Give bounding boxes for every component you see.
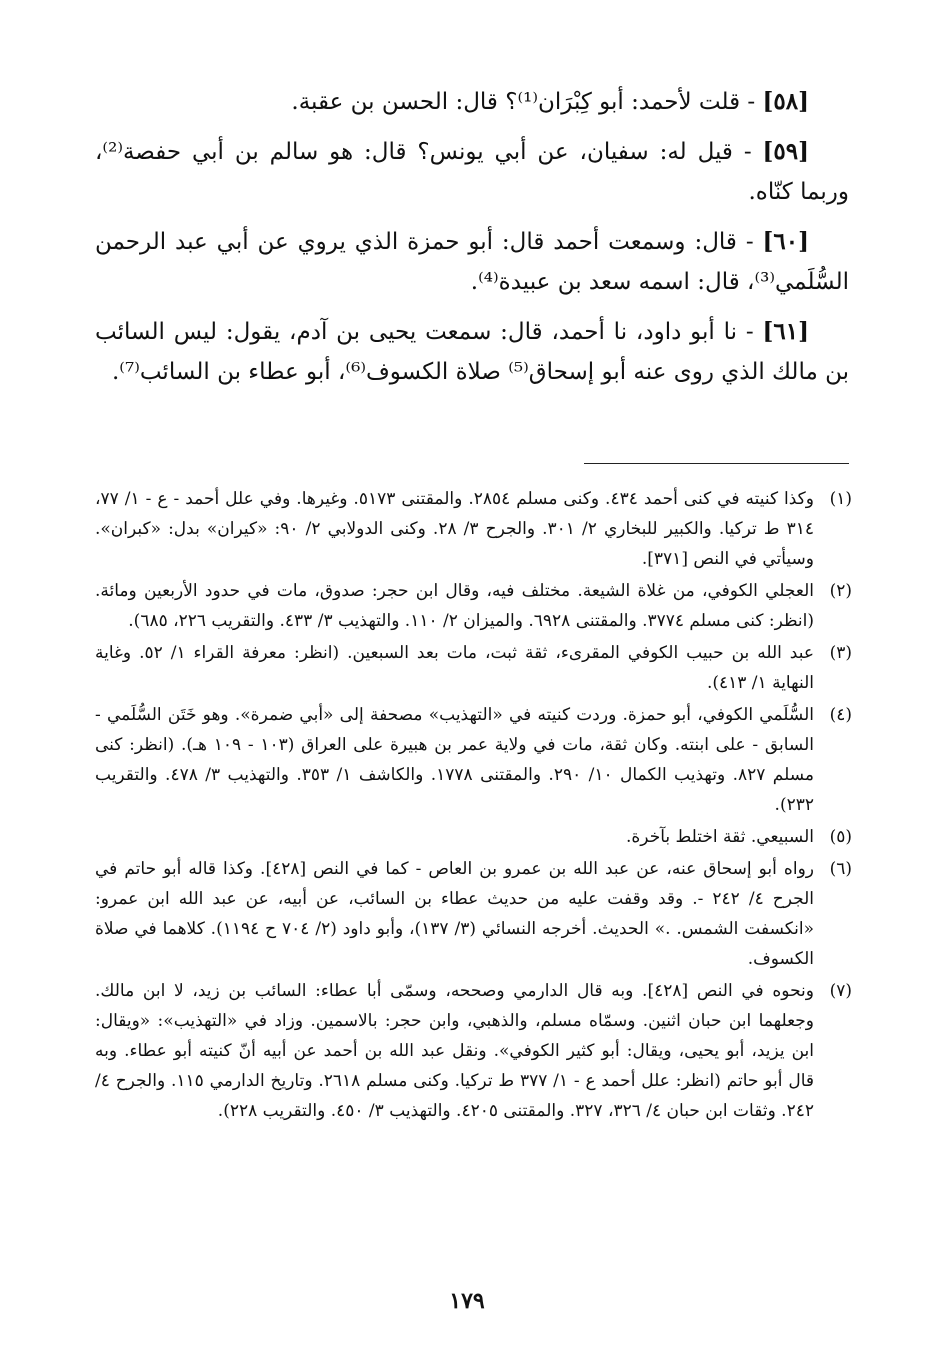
- paragraph-number: [٥٨]: [762, 88, 809, 115]
- paragraph-number: [٦١]: [762, 318, 809, 345]
- footnote-5: [95, 822, 852, 852]
- footnote-number: (١): [829, 489, 852, 509]
- paragraph-text: - قيل له: سفيان، عن أبي يونس؟ قال: هو سالم بن أبي حفصة⁽²⁾، وربما كنّاه.: [95, 139, 849, 205]
- paragraph-text: - قال: وسمعت أحمد قال: أبو حمزة الذي يروي عن أبي عبد الرحمن السُّلَمي⁽³⁾، قال: اسمه سعد بن عبيدة⁽⁴⁾.: [95, 229, 849, 295]
- paragraph-61: [95, 312, 849, 392]
- footnote-number: (٣): [829, 643, 852, 663]
- footnote-number: (٢): [829, 581, 852, 601]
- footnote-number: (٤): [829, 705, 852, 725]
- page-number: ١٧٩: [449, 1288, 485, 1314]
- footnote-number: (٧): [829, 981, 852, 1001]
- footnote-text: السبيعي. ثقة اختلط بآخرة.: [626, 827, 814, 847]
- footnote-4: [95, 700, 852, 820]
- footnote-number: (٥): [829, 827, 852, 847]
- footnote-text: رواه أبو إسحاق عنه، عن عبد الله بن عمرو بن العاص - كما في النص [٤٢٨]. وكذا قاله أبو حاتم في الجرح ٤/ ٢٤٢ -. وقد وقفت عليه من حديث عطاء بن السائب، عن أبيه، عن عبد الله ابن عمرو: «انكسفت الشمس. .» الحديث. أخرجه النسائي (٣/ ١٣٧)، وأبو داود (٢/ ٧٠٤ ح ١١٩٤). كلاهما في صلاة الكسوف.: [95, 859, 814, 969]
- footnotes: [95, 484, 852, 1128]
- footnote-3: [95, 638, 852, 698]
- paragraph-number: [٦٠]: [762, 228, 809, 255]
- paragraph-59: [95, 132, 849, 212]
- paragraph-58: [95, 82, 849, 122]
- footnote-6: [95, 854, 852, 974]
- footnote-text: وكذا كنيته في كنى أحمد ٤٣٤. وكنى مسلم ٢٨٥٤. والمقتنى ٥١٧٣. وغيرها. وفي علل أحمد - ع - ١/ ٧٧، ٣١٤ ط تركيا. والكبير للبخاري ٢/ ٣٠١. والجرح ٣/ ٢٨. وكنى الدولابي ٢/ ٩٠: «كيران» بدل: «كبران». وسيأتي في النص [٣٧١].: [95, 489, 814, 569]
- footnote-text: عبد الله بن حبيب الكوفي المقرىء، ثقة ثبت، مات بعد السبعين. (انظر: معرفة القراء ١/ ٥٢. وغاية النهاية ١/ ٤١٣).: [95, 643, 814, 693]
- paragraph-number: [٥٩]: [762, 138, 809, 165]
- paragraph-text: - قلت لأحمد: أبو كِبْرَان⁽¹⁾؟ قال: الحسن بن عقبة.: [291, 89, 763, 115]
- main-text: [95, 82, 849, 402]
- footnote-text: السُّلَمي الكوفي، أبو حمزة. وردت كنيته في «التهذيب» مصحفة إلى «أبي ضمرة». وهو خَتَن السُّلَمي - السابق - على ابنته. وكان ثقة، مات في ولاية عمر بن هبيرة على العراق (١٠٣ - ١٠٩ هـ). (انظر: كنى مسلم ٨٢٧. وتهذيب الكمال ١٠/ ٢٩٠. والمقتنى ١٧٧٨. والكاشف ١/ ٣٥٣. والتهذيب ٣/ ٤٧٨. والتقريب ٢٣٢).: [95, 705, 814, 815]
- footnote-7: [95, 976, 852, 1126]
- footnote-text: ونحوه في النص [٤٢٨]. وبه قال الدارمي وصححه، وسمّى أبا عطاء: السائب بن زيد، لا ابن مالك. وجعلهما ابن حبان اثنين. وسمّاه مسلم، والذهبي، وابن حجر: بالاسمين. وزاد في «التهذيب»: «ويقال: ابن يزيد، أبو يحيى، ويقال: أبو كثير الكوفي». ونقل عبد الله بن أحمد عن أبيه أنّ كنيته أبو عطاء. وبه قال أبو حاتم (انظر: علل أحمد ع - ١/ ٣٧٧ ط تركيا. وكنى مسلم ٢٦١٨. وتاريخ الدارمي ١١٥. والجرح ٤/ ٢٤٢. وثقات ابن حبان ٤/ ٣٢٦، ٣٢٧. والمقتنى ٤٢٠٥. والتهذيب ٣/ ٤٥٠. والتقريب ٢٢٨).: [95, 981, 814, 1121]
- footnote-number: (٦): [829, 859, 852, 879]
- footnote-text: العجلي الكوفي، من غلاة الشيعة. مختلف فيه، وقال ابن حجر: صدوق، مات في حدود الأربعين ومائة. (انظر: كنى مسلم ٣٧٧٤. والمقتنى ٦٩٢٨. والميزان ٢/ ١١٠. والتهذيب ٣/ ٤٣٣. والتقريب ٢٢٦، ٦٨٥).: [95, 581, 814, 631]
- footnote-divider: [584, 463, 849, 464]
- paragraph-text: - نا أبو داود، نا أحمد، قال: سمعت يحيى بن آدم، يقول: ليس السائب بن مالك الذي روى عنه أبو إسحاق⁽⁵⁾ صلاة الكسوف⁽⁶⁾، أبو عطاء بن السائب⁽⁷⁾.: [95, 319, 849, 385]
- paragraph-60: [95, 222, 849, 302]
- footnote-2: [95, 576, 852, 636]
- footnote-1: [95, 484, 852, 574]
